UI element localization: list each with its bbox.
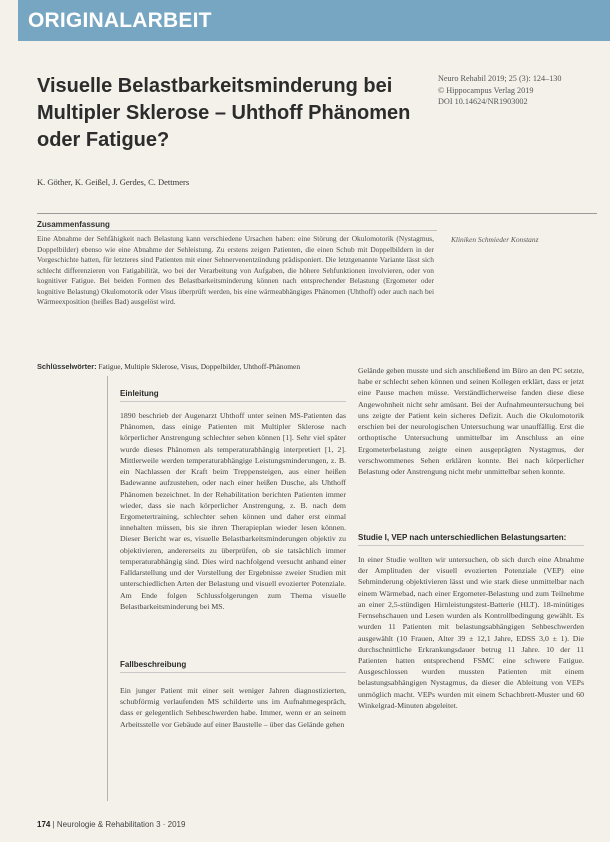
journal-name: | Neurologie & Rehabilitation 3 · 2019: [52, 820, 186, 829]
keywords-text: Fatigue, Multiple Sklerose, Visus, Doppelbilder, Uhthoff-Phänomen: [98, 362, 301, 371]
affiliation-note: Kliniken Schmieder Konstanz: [451, 235, 539, 244]
section-heading: Studie I, VEP nach unterschiedlichen Belastungsarten:: [358, 533, 567, 542]
page-number: 174: [37, 820, 51, 829]
abstract-heading: Zusammenfassung: [37, 220, 110, 229]
divider: [37, 230, 437, 231]
divider: [120, 401, 346, 402]
header-bar: [18, 0, 610, 41]
divider: [37, 213, 597, 214]
einleitung-text: 1890 beschrieb der Augenarzt Uhthoff unter seinen MS-Patienten das Phänomen, dass einige Patienten mit Multipler Sklerose nach körperlicher Anstrengung schlechter sehen können [1]. Sehr viel später wurde dieses Phänomen als temperaturabhängig interpretiert [1, 2]. Mittlerweile werden temperaturabhängige Leistungsminderungen, z. B. ein Nachlassen der Kraft beim Treppensteigen, aus einer heißen Badewanne aufzustehen, oder nach einer heißen Dusche, als Uhthoff Phänomen bezeichnet. In der Rehabilitation berichten Patienten immer wieder, dass sie nach körperlicher Anstrengung, z. B. nach dem Ergometertraining, schlechter sehen können und daher erst einmal innehalten müssen, bis sie ihren Therapieplan wieder lesen können. Dieser Bericht war es, visuelle Belastbarkeitsminderungen objektiv zu objektivieren, andererseits zu überprüfen, ob sie tatsächlich immer temperaturabhängig sind. Dies wird nachfolgend versucht anhand einer Falldarstellung und der Vorstellung der Ergebnisse zweier Studien mit unterschiedlichen Arten der Belastung und visuell evozierter Potenziale. Am Ende folgen Schlussfolgerungen zum Thema visuelle Belastbarkeitsminderung bei MS.: [120, 411, 346, 611]
page-footer: [37, 820, 185, 829]
divider: [358, 545, 584, 546]
article-title: Visuelle Belastbarkeitsminderung bei Multipler Sklerose – Uhthoff Phänomen oder Fatigue?: [37, 75, 411, 151]
doi-line: DOI 10.14624/NR1903002: [438, 97, 528, 106]
copyright-line: © Hippocampus Verlag 2019: [438, 85, 534, 95]
section-heading: Fallbeschreibung: [120, 660, 187, 669]
authors: K. Göther, K. Geißel, J. Gerdes, C. Dettmers: [37, 177, 190, 187]
divider: [120, 672, 346, 673]
fall-continued-text: Gelände gehen musste und sich anschließend im Büro an den PC setzte, habe er schlecht sehen können und seinen Kollegen erklärt, dass er jetzt eine Pause machen müsse. Verständlicherweise fanden diese diese Angewohnheit nicht sehr amüsant. Bei der Aufnahmeuntersuchung bei uns zeigte der Patient kein sicheres Defizit. Auch die Okulomotorik erschien bei der neurologischen Untersuchung war unauffällig. Erst die orthoptische Untersuchung unmittelbar im Anschluss an eine Ergometerbelastung zeigte einen ausgeprägten Nystagmus, der verschwommenes Sehen erklären konnte. Bei nach körperlicher Belastung oder Anstrengung nicht mehr unmittelbar sehen konnte.: [358, 366, 584, 476]
citation-line: Neuro Rehabil 2019; 25 (3): 124–130: [438, 74, 562, 83]
section-label: ORIGINALARBEIT: [28, 9, 212, 32]
keywords-label: Schlüsselwörter:: [37, 362, 97, 371]
abstract-text: Eine Abnahme der Sehfähigkeit nach Belastung kann verschiedene Ursachen haben: eine Störung der Okulomotorik (Nystagmus, Doppelbilder) ebenso wie eine Abnahme der Sehleistung. Zu erstens zeigen Patienten, die einen Schub mit Doppelbildern in der Vorgeschichte hatten, für letzteres sind Patienten mit einer Sehnervenentzündung prädisponiert. Die letztgenannte Variante lässt sich schlecht differenzieren von Fatigabilität, wo bei der Verarbeitung von Aufgaben, die höhere Sehfunktionen involvieren, oder von kognitiver Fatigue. Bei beiden Formen des Belastbarkeitsminderung können nach entsprechender Belastung (Ergometer oder kognitive Belastung) Okulomotorik oder Visus überprüft werden, bis eine wärmeabhängiges Phänomen (Uhthoff) oder auch nach bei Wärmeexposition (heißes Bad) ausgelöst wird.: [37, 234, 434, 307]
section-heading: Einleitung: [120, 389, 159, 398]
studie1-text: In einer Studie wollten wir untersuchen, ob sich durch eine Abnahme der Amplituden der visuell evozierten Potenziale (VEP) eine Sehminderung objektivieren lässt und wie stark diese unmittelbar nach einem Wärmebad, nach einer Ergometer-Belastung und zum Teilnehme an einer 2,5-stündigen Hirnleistungstest-Batterie (HLT). 18-minütiges Fernsehschauen und Lesen wurden als Kontrollbedingung gewählt. Es wurden 11 Patienten mit belastungsabhängigen Sehbeschwerden ausgewählt (10 Frauen, Alter 39 ± 12,1 Jahre, EDSS 3,0 ± 1). Die durchschnittliche Erkrankungsdauer betrug 11 Jahre. 10 der 11 Patienten hatten entsprechend FSMC eine schwere Fatigue. Ausgeschlossen wurden mussten Patienten mit einem belastungsabhängigen Nystagmus, da dieser die Ableitung von VEPs unmöglich macht. VEPs wurden mit einem Schachbrett-Muster und 60 Winkelgrad-Minuten abgeleitet.: [358, 555, 584, 710]
fall-text: Ein junger Patient mit einer seit weniger Jahren diagnostizierten, schubförmig verlaufenden MS schilderte uns im Aufnahmegespräch, dass er gelegentlich Sehbeschwerden habe. Immer, wenn er an seinem Arbeitsstelle vor Gebäude auf einer Baustelle – über das Gelände gehen: [120, 686, 346, 729]
column-rule: [107, 376, 108, 801]
citation-meta: [438, 73, 608, 108]
